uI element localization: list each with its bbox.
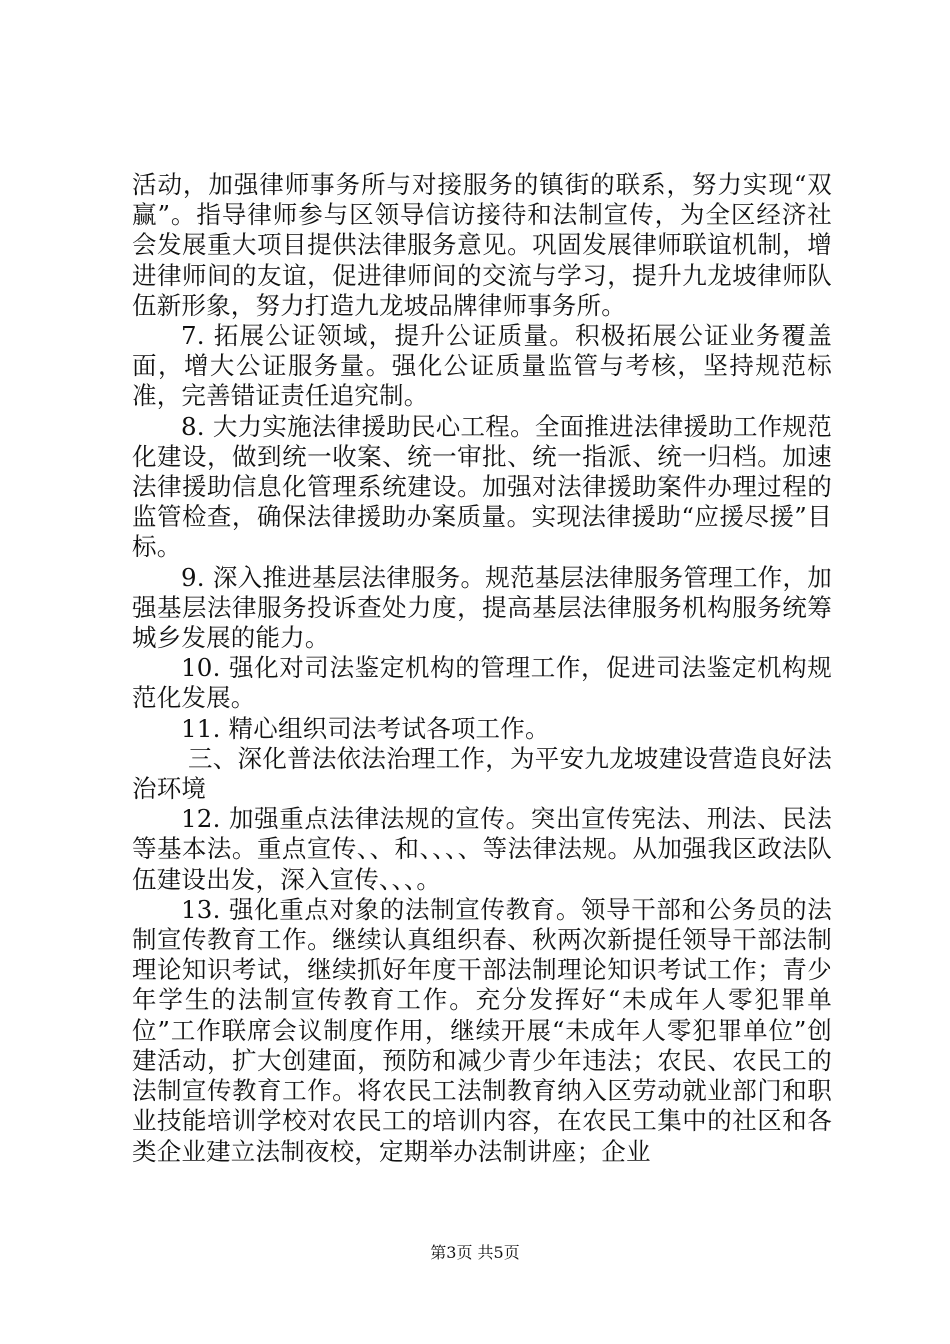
paragraph-item-10: 10. 强化对司法鉴定机构的管理工作，促进司法鉴定机构规范化发展。 (132, 653, 832, 713)
paragraph-item-9: 9. 深入推进基层法律服务。规范基层法律服务管理工作，加强基层法律服务投诉查处力度，提高基层法律服务机构服务统筹城乡发展的能力。 (132, 562, 832, 653)
paragraph-continuation: 活动，加强律师事务所与对接服务的镇街的联系，努力实现“双赢”。指导律师参与区领导信访接待和法制宣传，为全区经济社会发展重大项目提供法律服务意见。巩固发展律师联谊机制，增进律师间的友谊，促进律师间的交流与学习，提升九龙坡律师队伍新形象，努力打造九龙坡品牌律师事务所。 (132, 170, 832, 320)
page-footer (0, 1240, 950, 1263)
page-number-label: 第3页 共5页 (430, 1243, 520, 1262)
paragraph-item-13: 13. 强化重点对象的法制宣传教育。领导干部和公务员的法制宣传教育工作。继续认真组织春、秋两次新提任领导干部法制理论知识考试，继续抓好年度干部法制理论知识考试工作；青少年学生的法制宣传教育工作。充分发挥好“未成年人零犯罪单位”工作联席会议制度作用，继续开展“未成年人零犯罪单位”创建活动，扩大创建面，预防和减少青少年违法；农民、农民工的法制宣传教育工作。将农民工法制教育纳入区劳动就业部门和职业技能培训学校对农民工的培训内容，在农民工集中的社区和各类企业建立法制夜校，定期举办法制讲座；企业 (132, 894, 832, 1166)
paragraph-item-7: 7. 拓展公证领域，提升公证质量。积极拓展公证业务覆盖面，增大公证服务量。强化公证质量监管与考核，坚持规范标准，完善错证责任追究制。 (132, 321, 832, 411)
paragraph-item-8: 8. 大力实施法律援助民心工程。全面推进法律援助工作规范化建设，做到统一收案、统一审批、统一指派、统一归档。加速法律援助信息化管理系统建设。加强对法律援助案件办理过程的监管检查，确保法律援助办案质量。实现法律援助“应援尽援”目标。 (132, 411, 832, 562)
document-body (132, 170, 832, 1167)
section-heading-3: 三、深化普法依法治理工作，为平安九龙坡建设营造良好法治环境 (132, 743, 832, 804)
paragraph-item-12: 12. 加强重点法律法规的宣传。突出宣传宪法、刑法、民法等基本法。重点宣传、、和、、、、等法律法规。从加强我区政法队伍建设出发，深入宣传、、、。 (132, 804, 832, 894)
paragraph-item-11: 11. 精心组织司法考试各项工作。 (181, 713, 550, 743)
